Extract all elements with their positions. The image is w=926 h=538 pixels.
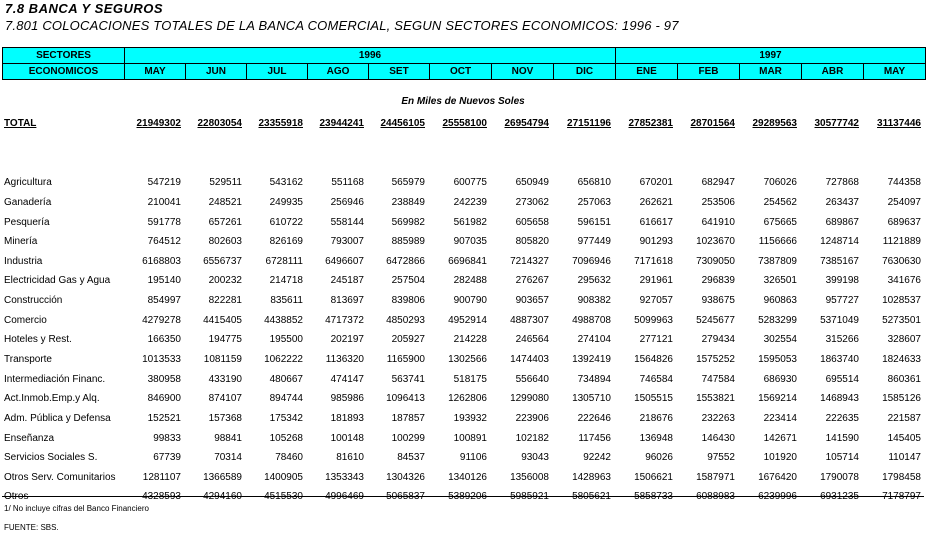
row-value: 813697 bbox=[330, 295, 364, 307]
row-value: 4717372 bbox=[325, 314, 364, 326]
row-value: 152521 bbox=[147, 412, 181, 424]
row-value: 341676 bbox=[887, 275, 921, 287]
row-value: 474147 bbox=[330, 373, 364, 385]
footnote: 1/ No incluye cifras del Banco Financiero bbox=[4, 504, 149, 513]
row-value: 480667 bbox=[269, 373, 303, 385]
row-value: 273062 bbox=[515, 196, 549, 208]
row-value: 181893 bbox=[330, 412, 364, 424]
row-value: 6472866 bbox=[386, 255, 425, 267]
row-value: 7630630 bbox=[882, 255, 921, 267]
units-label: En Miles de Nuevos Soles bbox=[401, 96, 525, 107]
header-month: JUN bbox=[186, 64, 247, 80]
row-value: 238849 bbox=[391, 196, 425, 208]
row-value: 744358 bbox=[887, 177, 921, 189]
row-value: 1428963 bbox=[572, 471, 611, 483]
row-value: 793007 bbox=[330, 236, 364, 248]
table-row bbox=[2, 251, 925, 271]
row-value: 5858733 bbox=[634, 491, 673, 503]
row-value: 1553821 bbox=[696, 393, 735, 405]
header-sector-line1: SECTORES bbox=[3, 48, 125, 64]
row-value: 248521 bbox=[208, 196, 242, 208]
row-value: 218676 bbox=[639, 412, 673, 424]
row-value: 100299 bbox=[391, 432, 425, 444]
row-value: 202197 bbox=[330, 334, 364, 346]
row-value: 1062222 bbox=[264, 354, 303, 365]
header-month: MAR bbox=[740, 64, 802, 80]
row-value: 682947 bbox=[701, 177, 735, 189]
row-value: 175342 bbox=[269, 412, 303, 424]
row-value: 747584 bbox=[701, 373, 735, 385]
header-month: FEB bbox=[678, 64, 740, 80]
row-value: 6088983 bbox=[696, 491, 735, 503]
row-value: 4988708 bbox=[572, 314, 611, 326]
row-value: 249935 bbox=[269, 196, 303, 208]
row-label: Industria bbox=[4, 255, 43, 267]
total-value: 22803054 bbox=[197, 118, 242, 130]
row-value: 1299080 bbox=[510, 393, 549, 405]
table-header bbox=[2, 47, 926, 80]
row-value: 894744 bbox=[269, 393, 303, 405]
table-row bbox=[2, 212, 925, 232]
header-month: JUL bbox=[247, 64, 308, 80]
row-value: 927057 bbox=[639, 295, 673, 307]
row-value: 4294160 bbox=[203, 491, 242, 503]
row-value: 860361 bbox=[887, 373, 921, 385]
row-value: 885989 bbox=[391, 236, 425, 248]
header-month: MAY bbox=[864, 64, 926, 80]
total-value: 26954794 bbox=[504, 118, 549, 130]
row-value: 1081159 bbox=[203, 354, 242, 365]
table-row bbox=[2, 468, 925, 488]
row-value: 245187 bbox=[330, 275, 364, 287]
row-value: 900790 bbox=[453, 295, 487, 307]
row-value: 764512 bbox=[147, 236, 181, 248]
row-value: 5273501 bbox=[882, 314, 921, 326]
row-label: Comercio bbox=[4, 314, 47, 326]
table-row bbox=[2, 409, 925, 429]
row-value: 854997 bbox=[147, 295, 181, 307]
row-value: 242239 bbox=[453, 196, 487, 208]
row-value: 1023670 bbox=[696, 236, 735, 248]
row-value: 97552 bbox=[707, 452, 735, 464]
row-value: 157368 bbox=[208, 412, 242, 424]
row-value: 295632 bbox=[577, 275, 611, 287]
row-value: 1165900 bbox=[386, 354, 425, 365]
row-value: 616617 bbox=[639, 216, 673, 228]
table-row bbox=[2, 369, 925, 389]
row-value: 543162 bbox=[269, 177, 303, 189]
row-value: 846900 bbox=[147, 393, 181, 405]
row-value: 1281107 bbox=[142, 471, 181, 483]
row-value: 1790078 bbox=[820, 471, 859, 483]
row-value: 5283299 bbox=[758, 314, 797, 326]
row-value: 194775 bbox=[208, 334, 242, 346]
row-value: 223414 bbox=[763, 412, 797, 424]
row-value: 1798458 bbox=[882, 471, 921, 483]
row-value: 835611 bbox=[270, 295, 303, 307]
row-value: 232263 bbox=[701, 412, 735, 424]
header-year-1997: 1997 bbox=[616, 48, 926, 64]
row-value: 117456 bbox=[578, 432, 611, 444]
row-value: 1340126 bbox=[448, 471, 487, 483]
row-value: 985986 bbox=[330, 393, 364, 405]
row-value: 142671 bbox=[763, 432, 797, 444]
row-value: 254562 bbox=[763, 196, 797, 208]
row-value: 166350 bbox=[147, 334, 181, 346]
row-value: 253506 bbox=[701, 196, 735, 208]
row-value: 675665 bbox=[763, 216, 797, 228]
total-value: 23944241 bbox=[319, 118, 364, 130]
row-value: 262621 bbox=[639, 196, 673, 208]
total-label: TOTAL bbox=[4, 118, 37, 130]
row-value: 254097 bbox=[887, 196, 921, 208]
row-value: 4515530 bbox=[264, 491, 303, 503]
row-value: 92242 bbox=[583, 452, 611, 464]
row-value: 282488 bbox=[453, 275, 487, 287]
row-value: 222635 bbox=[825, 412, 859, 424]
row-value: 657261 bbox=[208, 216, 242, 228]
row-value: 200232 bbox=[208, 275, 242, 287]
row-value: 1468943 bbox=[820, 393, 859, 405]
row-value: 296839 bbox=[701, 275, 735, 287]
row-value: 195500 bbox=[269, 334, 303, 346]
bottom-rule bbox=[2, 496, 924, 497]
total-value: 27151196 bbox=[567, 118, 611, 130]
row-label: Adm. Pública y Defensa bbox=[4, 412, 111, 424]
row-value: 246564 bbox=[515, 334, 549, 346]
row-value: 1121889 bbox=[882, 236, 921, 248]
row-value: 291961 bbox=[639, 275, 673, 287]
table-row bbox=[2, 232, 925, 252]
row-value: 214228 bbox=[453, 334, 487, 346]
row-value: 5099963 bbox=[634, 314, 673, 326]
row-value: 1096413 bbox=[386, 393, 425, 405]
row-value: 656810 bbox=[577, 177, 611, 189]
data-table bbox=[2, 114, 925, 507]
row-value: 1028537 bbox=[882, 295, 921, 307]
row-label: Electricidad Gas y Agua bbox=[4, 275, 111, 287]
row-value: 6696841 bbox=[448, 255, 487, 267]
total-value: 25558100 bbox=[442, 118, 487, 130]
header-month: OCT bbox=[430, 64, 492, 80]
row-value: 1304326 bbox=[386, 471, 425, 483]
row-label: Minería bbox=[4, 236, 38, 248]
row-value: 187857 bbox=[391, 412, 425, 424]
table-row bbox=[2, 291, 925, 311]
total-value: 30577742 bbox=[814, 118, 859, 130]
row-value: 1505515 bbox=[634, 393, 673, 405]
row-value: 380958 bbox=[147, 373, 181, 385]
row-value: 81610 bbox=[336, 452, 364, 464]
row-value: 146430 bbox=[701, 432, 735, 444]
row-value: 1353343 bbox=[325, 471, 364, 483]
row-value: 650949 bbox=[515, 177, 549, 189]
row-value: 6496607 bbox=[325, 255, 364, 267]
row-value: 518175 bbox=[453, 373, 487, 385]
row-value: 1366589 bbox=[203, 471, 242, 483]
row-label: Intermediación Financ. bbox=[4, 373, 106, 385]
row-value: 7309050 bbox=[696, 255, 735, 267]
row-value: 100148 bbox=[330, 432, 364, 444]
row-value: 5245677 bbox=[696, 314, 735, 326]
row-label: Pesquería bbox=[4, 216, 50, 228]
table-row bbox=[2, 271, 925, 291]
row-value: 145405 bbox=[887, 432, 921, 444]
row-value: 6239996 bbox=[758, 491, 797, 503]
row-value: 91106 bbox=[459, 452, 487, 464]
row-value: 605658 bbox=[515, 216, 549, 228]
row-value: 938675 bbox=[701, 295, 735, 307]
row-value: 399198 bbox=[825, 275, 859, 287]
row-value: 7385167 bbox=[820, 255, 859, 267]
row-value: 6556737 bbox=[203, 255, 242, 267]
row-value: 903657 bbox=[515, 295, 549, 307]
row-value: 276267 bbox=[515, 275, 549, 287]
table-row bbox=[2, 448, 925, 468]
row-value: 4952914 bbox=[448, 314, 487, 326]
row-value: 689867 bbox=[825, 216, 859, 228]
row-value: 1569214 bbox=[758, 393, 797, 405]
row-value: 302554 bbox=[763, 334, 797, 346]
row-value: 5371049 bbox=[820, 314, 859, 326]
row-value: 551168 bbox=[331, 177, 364, 189]
row-value: 4850293 bbox=[386, 314, 425, 326]
row-value: 565979 bbox=[391, 177, 425, 189]
row-value: 67739 bbox=[153, 452, 181, 464]
row-value: 4328593 bbox=[142, 491, 181, 503]
row-value: 1136320 bbox=[325, 354, 364, 365]
row-value: 277121 bbox=[639, 334, 673, 346]
header-month: ENE bbox=[616, 64, 678, 80]
source-note: FUENTE: SBS. bbox=[4, 523, 59, 532]
table-row bbox=[2, 310, 925, 330]
header-sector-line2: ECONOMICOS bbox=[3, 64, 125, 80]
row-value: 96026 bbox=[645, 452, 673, 464]
header-month: DIC bbox=[554, 64, 616, 80]
row-value: 547219 bbox=[147, 177, 181, 189]
row-value: 7387809 bbox=[758, 255, 797, 267]
row-value: 706026 bbox=[763, 177, 797, 189]
row-label: Ganadería bbox=[4, 196, 52, 208]
row-value: 839806 bbox=[391, 295, 425, 307]
row-value: 1400905 bbox=[264, 471, 303, 483]
row-value: 7214327 bbox=[510, 255, 549, 267]
row-label: Construcción bbox=[4, 295, 63, 307]
row-value: 257063 bbox=[577, 196, 611, 208]
row-value: 136948 bbox=[639, 432, 673, 444]
total-value: 23355918 bbox=[258, 118, 303, 130]
row-value: 4279278 bbox=[142, 314, 181, 326]
row-value: 274104 bbox=[577, 334, 611, 346]
row-label: Otros Serv. Comunitarios bbox=[4, 471, 116, 483]
row-value: 596151 bbox=[577, 216, 611, 228]
row-value: 977449 bbox=[577, 236, 611, 248]
row-value: 222646 bbox=[577, 412, 611, 424]
table-row bbox=[2, 173, 925, 193]
row-value: 315266 bbox=[825, 334, 859, 346]
row-value: 802603 bbox=[208, 236, 242, 248]
row-value: 5985921 bbox=[510, 491, 549, 503]
table-row bbox=[2, 389, 925, 409]
row-value: 1863740 bbox=[820, 354, 859, 365]
row-value: 1595053 bbox=[758, 354, 797, 365]
row-value: 223906 bbox=[515, 412, 549, 424]
row-value: 1564826 bbox=[634, 354, 673, 365]
row-value: 1575252 bbox=[696, 354, 735, 365]
table-row bbox=[2, 428, 925, 448]
row-value: 256946 bbox=[330, 196, 364, 208]
row-value: 433190 bbox=[208, 373, 242, 385]
row-value: 960863 bbox=[763, 295, 797, 307]
row-value: 193932 bbox=[453, 412, 487, 424]
row-label: Enseñanza bbox=[4, 432, 55, 444]
row-value: 689637 bbox=[887, 216, 921, 228]
row-value: 84537 bbox=[397, 452, 425, 464]
row-value: 1156666 bbox=[758, 236, 797, 248]
table-title: 7.801 COLOCACIONES TOTALES DE LA BANCA COMERCIAL, SEGUN SECTORES ECONOMICOS: 1996 - 97 bbox=[5, 18, 679, 33]
row-value: 328607 bbox=[887, 334, 921, 346]
row-value: 101920 bbox=[763, 452, 797, 464]
row-value: 746584 bbox=[639, 373, 673, 385]
table-row bbox=[2, 193, 925, 213]
total-row bbox=[2, 114, 925, 134]
row-value: 221587 bbox=[887, 412, 921, 424]
row-label: Otros bbox=[4, 491, 29, 503]
row-value: 102182 bbox=[515, 432, 549, 444]
row-value: 205927 bbox=[391, 334, 425, 346]
row-value: 901293 bbox=[639, 236, 673, 248]
row-value: 7096946 bbox=[572, 255, 611, 267]
header-month: SET bbox=[369, 64, 430, 80]
row-value: 100891 bbox=[453, 432, 487, 444]
total-value: 31137446 bbox=[877, 118, 921, 130]
row-value: 1248714 bbox=[820, 236, 859, 248]
row-value: 641910 bbox=[701, 216, 735, 228]
row-value: 822281 bbox=[208, 295, 242, 307]
row-value: 7171618 bbox=[634, 255, 673, 267]
header-month: ABR bbox=[802, 64, 864, 80]
row-value: 257504 bbox=[391, 275, 425, 287]
row-value: 110147 bbox=[888, 452, 921, 464]
row-value: 734894 bbox=[577, 373, 611, 385]
row-value: 908382 bbox=[577, 295, 611, 307]
section-title: 7.8 BANCA Y SEGUROS bbox=[5, 1, 164, 16]
row-value: 4996469 bbox=[325, 491, 364, 503]
total-value: 28701564 bbox=[690, 118, 735, 130]
row-label: Hoteles y Rest. bbox=[4, 334, 72, 346]
header-year-1996: 1996 bbox=[125, 48, 616, 64]
row-value: 1676420 bbox=[758, 471, 797, 483]
row-value: 600775 bbox=[453, 177, 487, 189]
row-value: 1302566 bbox=[448, 354, 487, 365]
row-label: Servicios Sociales S. bbox=[4, 452, 98, 464]
row-label: Agricultura bbox=[4, 177, 52, 189]
row-value: 326501 bbox=[763, 275, 797, 287]
total-value: 29289563 bbox=[752, 118, 797, 130]
row-value: 569982 bbox=[391, 216, 425, 228]
table-row bbox=[2, 330, 925, 350]
row-value: 141590 bbox=[825, 432, 859, 444]
row-value: 7178797 bbox=[882, 491, 921, 503]
row-value: 556640 bbox=[515, 373, 549, 385]
row-value: 591778 bbox=[147, 216, 181, 228]
row-value: 1506621 bbox=[634, 471, 673, 483]
row-value: 98841 bbox=[214, 432, 242, 444]
header-month: NOV bbox=[492, 64, 554, 80]
row-value: 874107 bbox=[208, 393, 242, 405]
row-value: 1356008 bbox=[510, 471, 549, 483]
row-value: 558144 bbox=[330, 216, 364, 228]
row-label: Transporte bbox=[4, 354, 52, 365]
row-value: 686930 bbox=[763, 373, 797, 385]
row-value: 805820 bbox=[515, 236, 549, 248]
row-value: 5805621 bbox=[572, 491, 611, 503]
row-value: 563741 bbox=[391, 373, 425, 385]
row-value: 1585126 bbox=[882, 393, 921, 405]
row-value: 195140 bbox=[147, 275, 181, 287]
row-value: 70314 bbox=[214, 452, 242, 464]
row-value: 4438852 bbox=[264, 314, 303, 326]
row-value: 826169 bbox=[269, 236, 303, 248]
header-month: MAY bbox=[125, 64, 186, 80]
table-row bbox=[2, 350, 925, 370]
row-value: 670201 bbox=[639, 177, 673, 189]
row-value: 105714 bbox=[825, 452, 859, 464]
row-value: 727868 bbox=[825, 177, 859, 189]
row-value: 6168803 bbox=[142, 255, 181, 267]
header-month: AGO bbox=[308, 64, 369, 80]
row-value: 1824633 bbox=[882, 354, 921, 365]
row-label: Act.Inmob.Emp.y Alq. bbox=[4, 393, 100, 405]
row-value: 610722 bbox=[269, 216, 303, 228]
row-value: 561982 bbox=[453, 216, 487, 228]
row-value: 214718 bbox=[269, 275, 303, 287]
total-value: 21949302 bbox=[136, 118, 181, 130]
row-value: 6931235 bbox=[820, 491, 859, 503]
row-value: 529511 bbox=[209, 177, 242, 189]
row-value: 1392419 bbox=[572, 354, 611, 365]
total-value: 27852381 bbox=[628, 118, 673, 130]
row-value: 99833 bbox=[153, 432, 181, 444]
row-value: 1305710 bbox=[572, 393, 611, 405]
row-value: 93043 bbox=[521, 452, 549, 464]
row-value: 957727 bbox=[825, 295, 859, 307]
row-value: 279434 bbox=[701, 334, 735, 346]
row-value: 78460 bbox=[275, 452, 303, 464]
row-value: 6728111 bbox=[265, 255, 303, 267]
row-value: 210041 bbox=[147, 196, 181, 208]
total-value: 24456105 bbox=[380, 118, 425, 130]
row-value: 105268 bbox=[269, 432, 303, 444]
row-value: 5065837 bbox=[386, 491, 425, 503]
row-value: 4887307 bbox=[510, 314, 549, 326]
row-value: 1474403 bbox=[510, 354, 549, 365]
row-value: 1587971 bbox=[696, 471, 735, 483]
row-value: 4415405 bbox=[203, 314, 242, 326]
row-value: 1013533 bbox=[142, 354, 181, 365]
row-value: 907035 bbox=[453, 236, 487, 248]
row-value: 1262806 bbox=[448, 393, 487, 405]
row-value: 263437 bbox=[825, 196, 859, 208]
row-value: 695514 bbox=[825, 373, 859, 385]
row-value: 5389206 bbox=[448, 491, 487, 503]
